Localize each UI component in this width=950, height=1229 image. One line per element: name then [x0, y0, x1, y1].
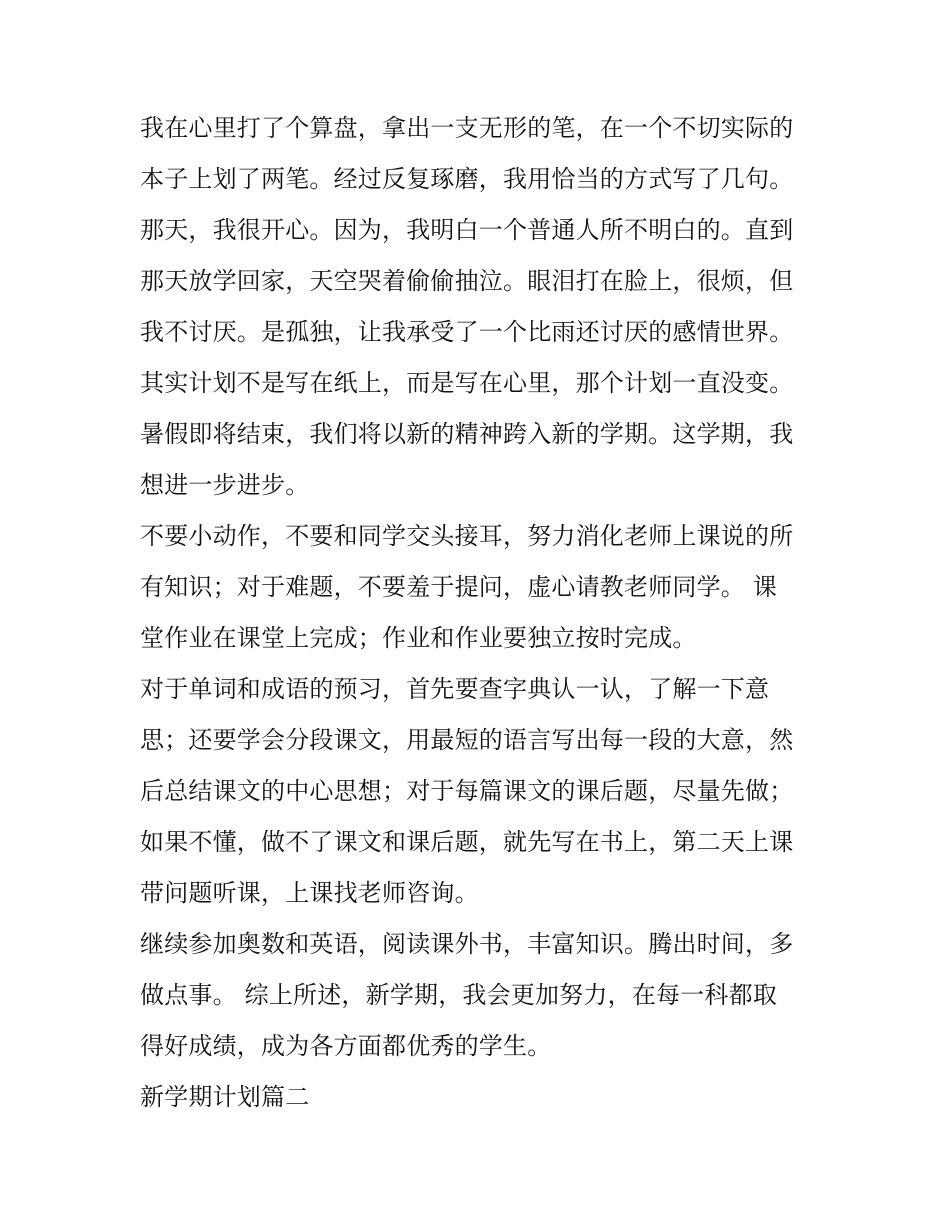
text-line: 后总结课文的中心思想；对于每篇课文的课后题，尽量先做； [140, 777, 794, 805]
text-line: 那天放学回家，天空哭着偷偷抽泣。眼泪打在脸上，很烦，但 [140, 267, 794, 295]
document-body [140, 103, 815, 1123]
text-line: 如果不懂，做不了课文和课后题，就先写在书上，第二天上课 [140, 828, 794, 856]
text-line: 思；还要学会分段课文，用最短的语言写出每一段的大意，然 [140, 726, 794, 754]
text-line: 想进一步进步。 [140, 471, 310, 499]
text-line: 得好成绩，成为各方面都优秀的学生。 [140, 1032, 552, 1060]
text-line: 继续参加奥数和英语，阅读课外书，丰富知识。腾出时间，多 [140, 930, 794, 958]
section-heading: 新学期计划篇二 [140, 1083, 310, 1111]
text-line: 带问题听课，上课找老师咨询。 [140, 879, 479, 907]
text-line: 那天，我很开心。因为，我明白一个普通人所不明白的。直到 [140, 216, 794, 244]
text-line: 堂作业在课堂上完成；作业和作业要独立按时完成。 [140, 624, 697, 652]
text-line: 我在心里打了个算盘，拿出一支无形的笔，在一个不切实际的 [140, 114, 794, 142]
text-line: 有知识；对于难题，不要羞于提问，虚心请教老师同学。 课 [140, 573, 778, 601]
text-line: 其实计划不是写在纸上，而是写在心里，那个计划一直没变。 [140, 369, 794, 397]
text-line: 对于单词和成语的预习，首先要查字典认一认，了解一下意 [140, 675, 770, 703]
text-line: 做点事。 综上所述，新学期，我会更加努力，在每一科都取 [140, 981, 778, 1009]
text-line: 我不讨厌。是孤独，让我承受了一个比雨还讨厌的感情世界。 [140, 318, 794, 346]
text-line: 本子上划了两笔。经过反复琢磨，我用恰当的方式写了几句。 [140, 165, 794, 193]
text-line: 不要小动作，不要和同学交头接耳，努力消化老师上课说的所 [140, 522, 794, 550]
text-line: 暑假即将结束，我们将以新的精神跨入新的学期。这学期，我 [140, 420, 794, 448]
